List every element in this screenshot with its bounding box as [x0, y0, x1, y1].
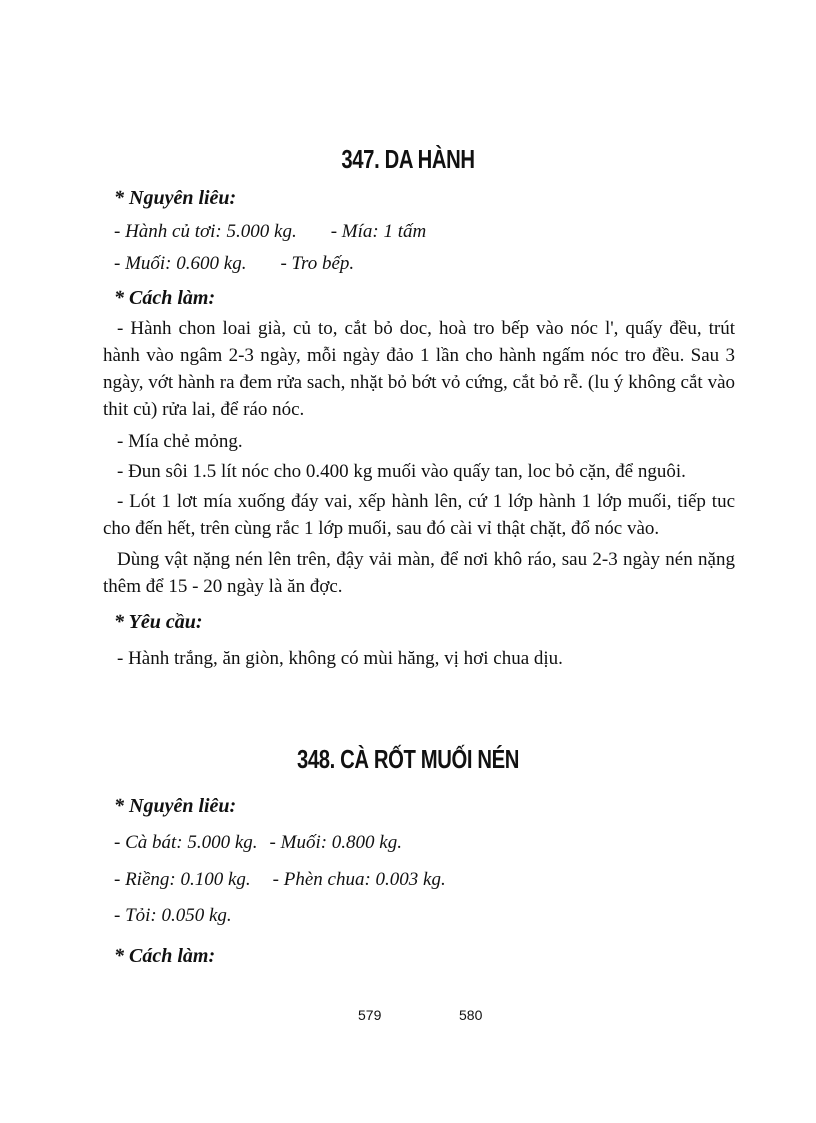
recipe-347-method-paragraph-1: - Hành chon loai già, củ to, cắt bỏ doc, hoà tro bếp vào nóc l', quấy đều, trút hành vào ngâm 2-3 ngày, mỗi ngày đảo 1 lần cho hành ngấm nóc tro đều. Sau 3 ngày, vớt hành ra đem rửa sach, nhặt bỏ bớt vỏ cứng, cắt bỏ rễ. (lu ý không cắt vào thit củ) rửa lai, để ráo nóc. — [103, 318, 735, 420]
ingredient-eggplant: - Cà bát: 5.000 kg. — [114, 832, 258, 853]
page-number-left: 579 — [358, 1007, 382, 1023]
recipe-347-method-paragraph-5: Dùng vật nặng nén lên trên, đậy vải màn, để nơi khô ráo, sau 2-3 ngày nén nặng thêm để 15 - 20 ngày là ăn đợc. — [103, 549, 735, 597]
recipe-347-method-paragraph-4: - Lót 1 lơt mía xuống đáy vai, xếp hành lên, cứ 1 lớp hành 1 lớp muối, tiếp tuc cho đến hết, trên cùng rắc 1 lớp muối, sau đó cài vỉ thật chặt, đổ nóc vào. — [103, 491, 735, 539]
recipe-347-ingredient-line-1 — [114, 220, 426, 244]
ingredient-garlic: - Tỏi: 0.050 kg. — [114, 905, 232, 926]
recipe-347-method-paragraph-2: - Mía chẻ mỏng. — [117, 431, 243, 452]
ingredient-sugarcane: - Mía: 1 tấm — [330, 221, 427, 242]
ingredient-alum: - Phèn chua: 0.003 kg. — [272, 869, 446, 890]
recipe-348-method-label: * Cách làm: — [114, 945, 216, 967]
recipe-348-ingredient-line-1 — [114, 831, 402, 855]
recipe-348-ingredients-label: * Nguyên liêu: — [114, 795, 237, 817]
ingredient-galangal: - Riềng: 0.100 kg. — [114, 869, 251, 890]
ingredient-onion: - Hành củ tơi: 5.000 kg. — [114, 221, 297, 242]
recipe-347-method-paragraph-3: - Đun sôi 1.5 lít nóc cho 0.400 kg muối vào quấy tan, loc bỏ cặn, để nguôi. — [117, 461, 686, 482]
ingredient-salt: - Muối: 0.800 kg. — [269, 832, 402, 853]
recipe-348-title: 348. CÀ RỐT MUỐI NÉN — [296, 744, 520, 774]
recipe-348-ingredient-line-2 — [114, 868, 446, 892]
ingredient-salt: - Muối: 0.600 kg. — [114, 253, 247, 274]
recipe-347-ingredient-line-2 — [114, 252, 354, 276]
page-number-right: 580 — [459, 1007, 483, 1023]
recipe-347-requirement-label: * Yêu cầu: — [114, 611, 203, 633]
ingredient-ash: - Tro bếp. — [280, 253, 355, 274]
recipe-347-ingredients-label: * Nguyên liêu: — [114, 187, 237, 209]
recipe-347-title: 347. DA HÀNH — [341, 144, 475, 174]
recipe-348-ingredient-line-3 — [114, 904, 232, 928]
recipe-347-requirement-paragraph: - Hành trắng, ăn giòn, không có mùi hăng, vị hơi chua dịu. — [117, 648, 563, 669]
recipe-347-method-label: * Cách làm: — [114, 287, 216, 309]
